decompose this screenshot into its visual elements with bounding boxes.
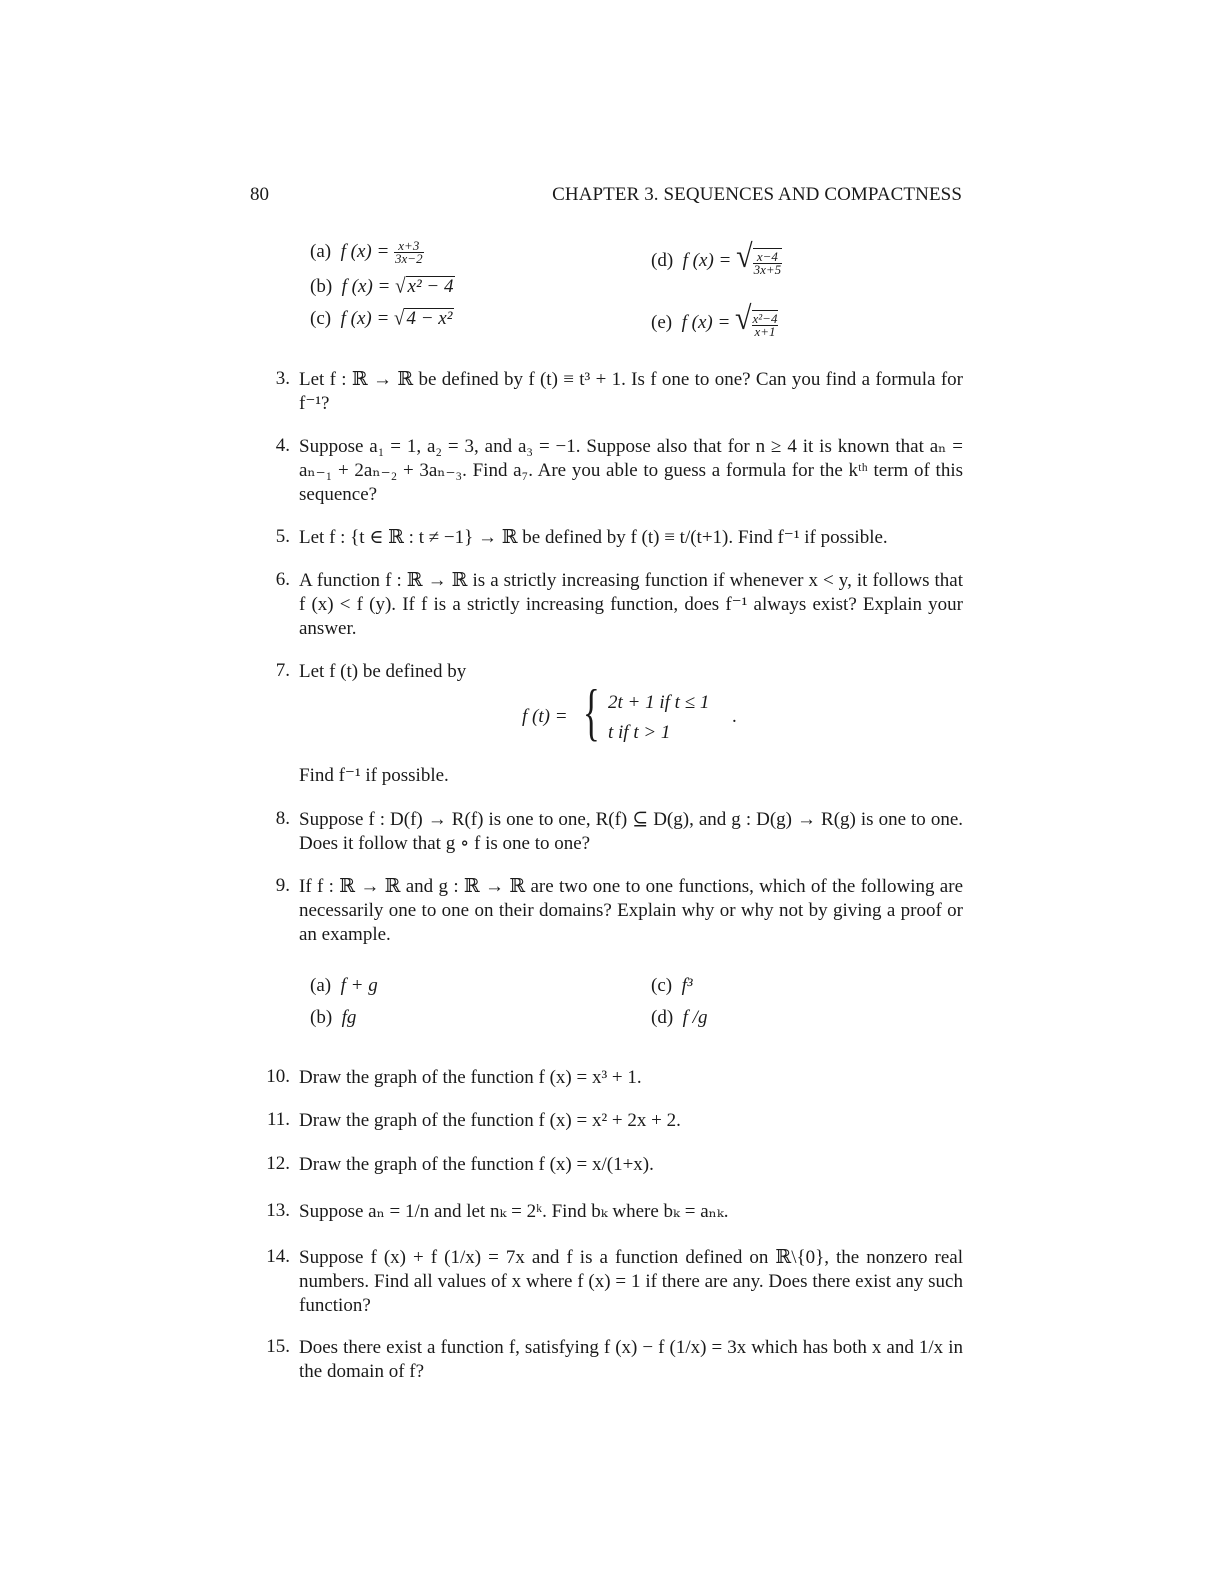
- radical-icon: √: [735, 300, 752, 337]
- item-label: (a): [310, 975, 332, 996]
- problem-number: 9.: [275, 875, 290, 896]
- item-lhs: f (x) =: [340, 240, 395, 262]
- problem-text: Suppose aₙ = 1/n and let nₖ = 2ᵏ. Find bₖ where bₖ = aₙₖ.: [299, 1201, 729, 1222]
- problem-7-after: Find f⁻¹ if possible.: [299, 765, 449, 786]
- item-label: (d): [651, 1007, 674, 1028]
- page-header: [250, 184, 962, 208]
- problem-text: Let f (t) be defined by: [299, 661, 467, 682]
- piece-2: t if t > 1: [608, 722, 671, 743]
- item-label: (c): [651, 975, 673, 996]
- problem-number: 5.: [275, 526, 290, 547]
- radical-icon: √: [394, 306, 405, 330]
- radicand: 4 − x²: [406, 308, 453, 329]
- problem-text: Draw the graph of the function f (x) = x/(1+x).: [299, 1154, 654, 1175]
- problem-text: Does there exist a function f, satisfying f (x) − f (1/x) = 3x which has both x and 1/x in the domain of f?: [299, 1337, 963, 1382]
- radical-icon: √: [736, 238, 753, 275]
- item-expr: f³: [681, 975, 693, 996]
- problem-text: Draw the graph of the function f (x) = x³ + 1.: [299, 1067, 642, 1088]
- problem-number: 12.: [266, 1153, 290, 1174]
- item-label: (e): [651, 312, 673, 333]
- problem-text: Suppose a₁ = 1, a₂ = 3, and a₃ = −1. Suppose also that for n ≥ 4 it is known that aₙ = aₙ₋₁ + 2aₙ₋₂ + 3aₙ₋₃. Find a₇. Are you able to guess a formula for the kᵗʰ term of this sequence?: [299, 436, 963, 505]
- problem-text: Suppose f (x) + f (1/x) = 7x and f is a function defined on ℝ\{0}, the nonzero real numbers. Find all values of x where f (x) = 1 if there are any. Does there exist any such function?: [299, 1247, 963, 1316]
- sub9-item-c: [651, 975, 693, 997]
- item-label: (b): [310, 276, 333, 297]
- item-label: (c): [310, 308, 332, 329]
- sublist-item-d: [651, 240, 782, 276]
- chapter-title: CHAPTER 3. SEQUENCES AND COMPACTNESS: [552, 184, 962, 205]
- problem-text: A function f : ℝ → ℝ is a strictly increasing function if whenever x < y, it follows that f (x) < f (y). If f is a strictly increasing function, does f⁻¹ always exist? Explain your answer.: [299, 570, 963, 639]
- item-lhs: f (x) =: [682, 250, 737, 271]
- fraction: $\frac{\text{x²−4}}{x+1}$: [752, 310, 778, 339]
- sub9-item-a: [310, 975, 378, 997]
- problem-number: 7.: [275, 660, 290, 681]
- problem-number: 14.: [266, 1246, 290, 1267]
- item-lhs: f (x) =: [340, 308, 395, 329]
- item-lhs: f (x) =: [341, 276, 396, 297]
- item-expr: f + g: [340, 975, 378, 996]
- fraction: $\frac{x+3}{3x-2}$: [395, 238, 423, 266]
- problem-number: 4.: [275, 435, 290, 456]
- problem-text: Suppose f : D(f) → R(f) is one to one, R(f) ⊆ D(g), and g : D(g) → R(g) is one to one. Does it follow that g ∘ f is one to one?: [299, 809, 963, 854]
- page-number: 80: [250, 184, 269, 205]
- fraction: $\frac{x-4}{3x+5}$: [753, 248, 782, 277]
- problem-text: Let f : {t ∈ ℝ : t ≠ −1} → ℝ be defined by f (t) ≡ t/(t+1). Find f⁻¹ if possible.: [299, 527, 888, 548]
- sublist-item-c: [310, 308, 454, 330]
- problem-number: 15.: [266, 1336, 290, 1357]
- problem-text: Draw the graph of the function f (x) = x² + 2x + 2.: [299, 1110, 681, 1131]
- problem-number: 13.: [266, 1200, 290, 1221]
- item-label: (b): [310, 1007, 333, 1028]
- problem-number: 3.: [275, 368, 290, 389]
- piecewise-lhs: f (t) =: [522, 706, 568, 727]
- problem-number: 11.: [266, 1109, 290, 1130]
- sublist-item-a: [310, 240, 424, 265]
- radicand: x² − 4: [407, 276, 454, 297]
- item-label: (d): [651, 250, 674, 271]
- item-lhs: f (x) =: [681, 312, 736, 333]
- sub9-item-d: [651, 1007, 707, 1029]
- piece-1: 2t + 1 if t ≤ 1: [608, 692, 710, 713]
- problem-text: If f : ℝ → ℝ and g : ℝ → ℝ are two one to one functions, which of the following are necessarily one to one on their domains? Explain why or why not by giving a proof or an example.: [299, 876, 963, 945]
- item-label: (a): [310, 240, 332, 262]
- radical-icon: √: [395, 274, 406, 298]
- sub9-item-b: [310, 1007, 356, 1029]
- sublist-item-e: [651, 302, 778, 338]
- problem-number: 10.: [266, 1066, 290, 1087]
- left-brace-icon: {: [582, 676, 600, 747]
- problem-text: Let f : ℝ → ℝ be defined by f (t) ≡ t³ + 1. Is f one to one? Can you find a formula for f⁻¹?: [299, 369, 963, 414]
- problem-number: 6.: [275, 569, 290, 590]
- sublist-item-b: [310, 276, 455, 298]
- item-expr: f /g: [682, 1007, 708, 1028]
- period: .: [732, 706, 737, 727]
- item-expr: fg: [341, 1007, 357, 1028]
- problem-number: 8.: [275, 808, 290, 829]
